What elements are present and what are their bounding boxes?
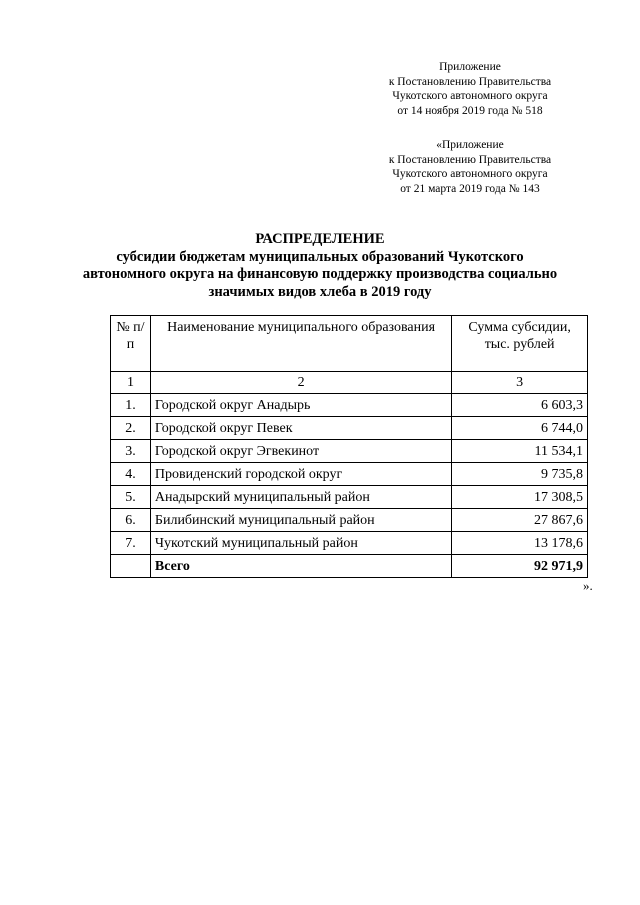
row-amount: 6 744,0	[452, 417, 588, 440]
header-amount: Сумма субсидии, тыс. рублей	[452, 316, 588, 372]
row-amount: 17 308,5	[452, 486, 588, 509]
header-municipality: Наименование муниципального образования	[150, 316, 451, 372]
appendix-previous-block	[360, 138, 580, 196]
row-name: Городской округ Певек	[150, 417, 451, 440]
row-number: 5.	[111, 486, 151, 509]
appendix-line: «Приложение	[436, 139, 504, 151]
table-row	[111, 440, 588, 463]
table-row	[111, 509, 588, 532]
row-number: 6.	[111, 509, 151, 532]
total-number	[111, 555, 151, 578]
row-amount: 13 178,6	[452, 532, 588, 555]
row-amount: 27 867,6	[452, 509, 588, 532]
total-amount: 92 971,9	[452, 555, 588, 578]
appendix-line: Чукотского автономного округа	[392, 90, 548, 103]
appendix-line: от 14 ноября 2019 года № 518	[397, 104, 543, 117]
title-subtitle: субсидии бюджетам муниципальных образований Чукотского автономного округа на финансовую поддержку производства социально значимых видов хлеба в 2019 году	[82, 248, 558, 300]
row-name: Билибинский муниципальный район	[150, 509, 451, 532]
total-row	[111, 555, 588, 578]
row-name: Анадырский муниципальный район	[150, 486, 451, 509]
total-label: Всего	[150, 555, 451, 578]
appendix-current-block	[360, 60, 580, 118]
column-number-row	[111, 372, 588, 394]
row-name: Городской округ Анадырь	[150, 394, 451, 417]
row-amount: 11 534,1	[452, 440, 588, 463]
table-row	[111, 463, 588, 486]
table-row	[111, 486, 588, 509]
appendix-line: от 21 марта 2019 года № 143	[400, 182, 540, 195]
row-number: 7.	[111, 532, 151, 555]
row-number: 4.	[111, 463, 151, 486]
row-name: Чукотский муниципальный район	[150, 532, 451, 555]
header-number: № п/п	[111, 316, 151, 372]
appendix-line: к Постановлению Правительства	[388, 75, 552, 88]
column-number: 3	[452, 372, 588, 394]
row-name: Провиденский городской округ	[150, 463, 451, 486]
column-number: 2	[150, 372, 451, 394]
row-name: Городской округ Эгвекинот	[150, 440, 451, 463]
row-number: 3.	[111, 440, 151, 463]
table-row	[111, 532, 588, 555]
column-number: 1	[111, 372, 151, 394]
appendix-line: Чукотского автономного округа	[392, 168, 548, 181]
row-amount: 9 735,8	[452, 463, 588, 486]
row-number: 2.	[111, 417, 151, 440]
row-number: 1.	[111, 394, 151, 417]
appendix-line: Приложение	[439, 61, 501, 73]
subsidy-table	[110, 315, 588, 578]
closing-quote-mark: ».	[583, 578, 593, 593]
row-amount: 6 603,3	[452, 394, 588, 417]
table-header-row	[111, 316, 588, 372]
table-row	[111, 417, 588, 440]
table-row	[111, 394, 588, 417]
document-title	[80, 231, 560, 301]
appendix-line: к Постановлению Правительства	[388, 153, 552, 166]
title-heading: РАСПРЕДЕЛЕНИЕ	[255, 231, 385, 247]
